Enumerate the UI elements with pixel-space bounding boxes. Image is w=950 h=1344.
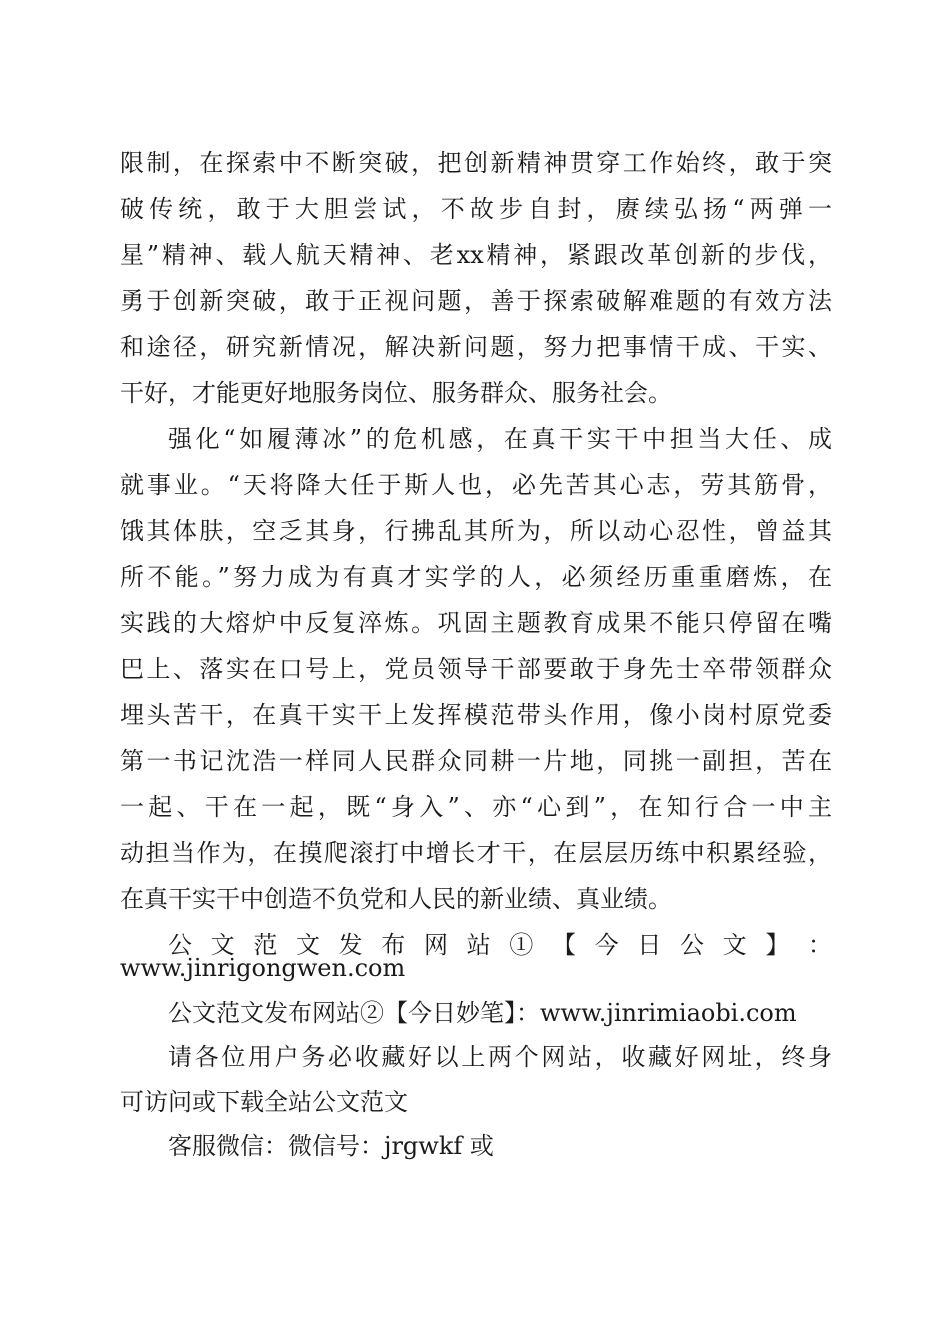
paragraph-2-line-5: 实践的大熔炉中反复淬炼。巩固主题教育成果不能只停留在嘴 bbox=[120, 609, 832, 637]
site-2-line[interactable]: 公文范文发布网站②【今日妙笔】：www.jinrimiaobi.com bbox=[168, 999, 797, 1027]
notice-line-1: 请各位用户务必收藏好以上两个网站，收藏好网址，终身 bbox=[168, 1043, 832, 1071]
paragraph-2-line-11: 在真干实干中创造不负党和人民的新业绩、真业绩。 bbox=[120, 885, 672, 913]
paragraph-2-line-10: 动担当作为，在摸爬滚打中增长才干，在层层历练中积累经验， bbox=[120, 839, 832, 867]
paragraph-1-line-1: 限制，在探索中不断突破，把创新精神贯穿工作始终，敢于突 bbox=[120, 149, 832, 177]
customer-service-wechat: 客服微信：微信号：jrgwkf 或 bbox=[168, 1132, 494, 1160]
site-1-url[interactable]: www.jinrigongwen.com bbox=[120, 954, 406, 982]
paragraph-2-line-8: 第一书记沈浩一样同人民群众同耕一片地，同挑一副担，苦在 bbox=[120, 747, 832, 775]
paragraph-2-line-9: 一起、干在一起，既“身入”、亦“心到”，在知行合一中主 bbox=[120, 793, 832, 821]
paragraph-2-line-7: 埋头苦干，在真干实干上发挥模范带头作用，像小岗村原党委 bbox=[120, 701, 832, 729]
paragraph-2-line-2: 就事业。“天将降大任于斯人也，必先苦其心志，劳其筋骨， bbox=[120, 471, 832, 499]
paragraph-1-line-2: 破传统，敢于大胆尝试，不故步自封，赓续弘扬“两弹一 bbox=[120, 195, 832, 223]
paragraph-1-line-6: 干好，才能更好地服务岗位、服务群众、服务社会。 bbox=[120, 379, 672, 407]
site-1-label: 公 文 范 文 发 布 网 站 ① 【 今 日 公 文 】 ： bbox=[168, 931, 832, 959]
paragraph-2-line-6: 巴上、落实在口号上，党员领导干部要敢于身先士卒带领群众 bbox=[120, 655, 832, 683]
paragraph-1-line-5: 和途径，研究新情况，解决新问题，努力把事情干成、干实、 bbox=[120, 333, 832, 361]
paragraph-1-line-3: 星”精神、载人航天精神、老xx精神，紧跟改革创新的步伐， bbox=[120, 241, 832, 269]
notice-line-2: 可访问或下载全站公文范文 bbox=[120, 1088, 408, 1116]
paragraph-1-line-4: 勇于创新突破，敢于正视问题，善于探索破解难题的有效方法 bbox=[120, 287, 832, 315]
paragraph-2-line-3: 饿其体肤，空乏其身，行拂乱其所为，所以动心忍性，曾益其 bbox=[120, 517, 832, 545]
paragraph-2-line-1: 强化“如履薄冰”的危机感，在真干实干中担当大任、成 bbox=[168, 425, 832, 453]
paragraph-2-line-4: 所不能。”努力成为有真才实学的人，必须经历重重磨炼，在 bbox=[120, 563, 832, 591]
